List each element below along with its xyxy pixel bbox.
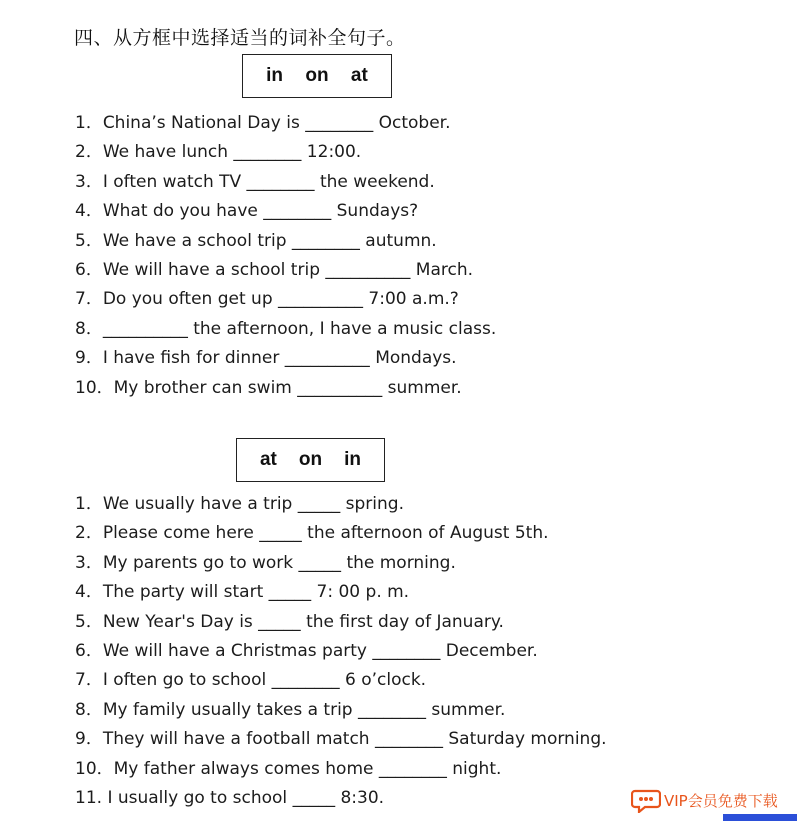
question-item: 4．The party will start _____ 7: 00 p. m.	[75, 582, 410, 603]
question-item: 10．My father always comes home ________ night.	[75, 758, 502, 779]
question-item: 8．My family usually takes a trip ________ summer.	[75, 699, 506, 720]
question-item: 1．China’s National Day is ________ October.	[75, 113, 451, 133]
question-item: 9．They will have a football match ________ Saturday morning.	[75, 729, 607, 750]
question-item: 6．We will have a school trip __________ March.	[75, 259, 474, 280]
word-box-2-word: in	[344, 449, 361, 470]
vip-download-label: VIP会员免费下载	[664, 791, 778, 810]
exercise-heading: 四、从方框中选择适当的词补全句子。	[74, 27, 406, 49]
question-item: 10．My brother can swim __________ summer.	[75, 377, 462, 398]
word-box-2	[236, 438, 385, 482]
question-item: 11. I usually go to school _____ 8:30.	[75, 787, 385, 808]
corner-accent-bar	[723, 814, 797, 821]
question-item: 2．We have lunch ________ 12:00.	[75, 142, 362, 163]
question-item: 6．We will have a Christmas party ________ December.	[75, 640, 538, 661]
question-item: 5．New Year's Day is _____ the first day of January.	[75, 611, 504, 632]
word-box-1	[242, 54, 392, 98]
question-item: 1．We usually have a trip _____ spring.	[75, 494, 404, 514]
question-item: 3．I often watch TV ________ the weekend.	[75, 171, 435, 192]
question-item: 4．What do you have ________ Sundays?	[75, 201, 419, 222]
question-item: 7．I often go to school ________ 6 o’clock.	[75, 670, 427, 691]
question-item: 2．Please come here _____ the afternoon of August 5th.	[75, 523, 549, 544]
word-box-2-word: at	[259, 449, 277, 470]
question-item: 3．My parents go to work _____ the morning.	[75, 552, 456, 573]
word-box-1-word: in	[266, 65, 284, 86]
word-box-2-word: on	[298, 449, 323, 470]
question-item: 5．We have a school trip ________ autumn.	[75, 230, 437, 251]
question-item: 8．__________ the afternoon, I have a music class.	[75, 318, 497, 339]
chat-bubble-icon	[631, 787, 661, 813]
question-list-2	[75, 493, 607, 816]
question-item: 9．I have fish for dinner __________ Mondays.	[75, 348, 457, 369]
question-list-1	[75, 112, 496, 406]
word-box-1-word: at	[350, 65, 368, 86]
vip-download-badge[interactable]	[631, 787, 778, 813]
question-item: 7．Do you often get up __________ 7:00 a.m.?	[75, 289, 459, 310]
word-box-1-word: on	[305, 65, 329, 86]
